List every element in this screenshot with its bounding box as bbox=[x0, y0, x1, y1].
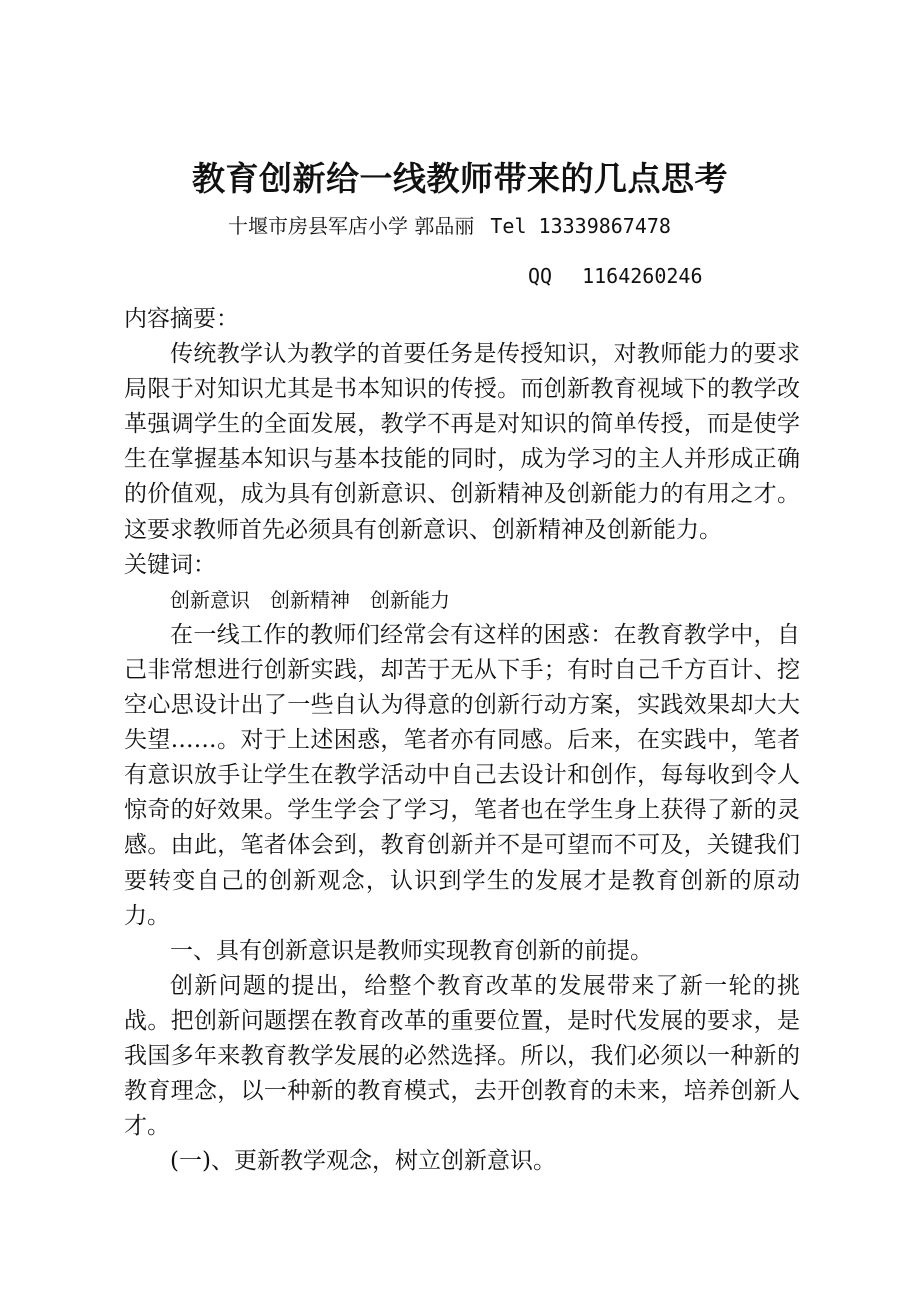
keywords-label: 关键词： bbox=[124, 551, 216, 578]
author-phone: Tel 13339867478 bbox=[490, 214, 671, 238]
author-affiliation: 十堰市房县军店小学 郭品丽 bbox=[228, 214, 475, 238]
document-title: 教育创新给一线教师带来的几点思考 bbox=[192, 159, 728, 198]
document-body bbox=[124, 302, 800, 1179]
keywords-list bbox=[124, 583, 800, 618]
qq-number: 1164260246 bbox=[582, 264, 703, 288]
abstract-label: 内容摘要： bbox=[124, 306, 239, 332]
subsection-heading: (一)、更新教学观念，树立创新意识。 bbox=[170, 1148, 556, 1175]
author-qq bbox=[528, 262, 703, 290]
keyword-item: 创新精神 bbox=[270, 587, 350, 612]
qq-label: QQ bbox=[528, 264, 553, 288]
keyword-item: 创新意识 bbox=[170, 587, 250, 612]
section-heading: 一、具有创新意识是教师实现教育创新的前提。 bbox=[170, 937, 653, 964]
body-paragraph: 创新问题的提出，给整个教育改革的发展带来了新一轮的挑战。把创新问题摆在教育改革的重要位置，是时代发展的要求，是我国多年来教育教学发展的必然选择。所以，我们必须以一种新的教育理念，以一种新的教育模式，去开创教育的未来，培养创新人才。 bbox=[124, 972, 800, 1140]
body-paragraph: 在一线工作的教师们经常会有这样的困惑：在教育教学中，自己非常想进行创新实践，却苦于无从下手；有时自己千方百计、挖空心思设计出了一些自认为得意的创新行动方案，实践效果却大大失望……。对于上述困惑，笔者亦有同感。后来，在实践中，笔者有意识放手让学生在教学活动中自己去设计和创作，每每收到令人惊奇的好效果。学生学会了学习，笔者也在学生身上获得了新的灵感。由此，笔者体会到，教育创新并不是可望而不可及，关键我们要转变自己的创新观念，认识到学生的发展才是教育创新的原动力。 bbox=[124, 621, 800, 929]
author-info bbox=[228, 212, 671, 240]
keyword-item: 创新能力 bbox=[370, 587, 450, 612]
abstract-text: 传统教学认为教学的首要任务是传授知识，对教师能力的要求局限于对知识尤其是书本知识的传授。而创新教育视域下的教学改革强调学生的全面发展，教学不再是对知识的简单传授，而是使学生在掌握基本知识与基本技能的同时，成为学习的主人并形成正确的价值观，成为具有创新意识、创新精神及创新能力的有用之才。这要求教师首先必须具有创新意识、创新精神及创新能力。 bbox=[124, 341, 800, 543]
